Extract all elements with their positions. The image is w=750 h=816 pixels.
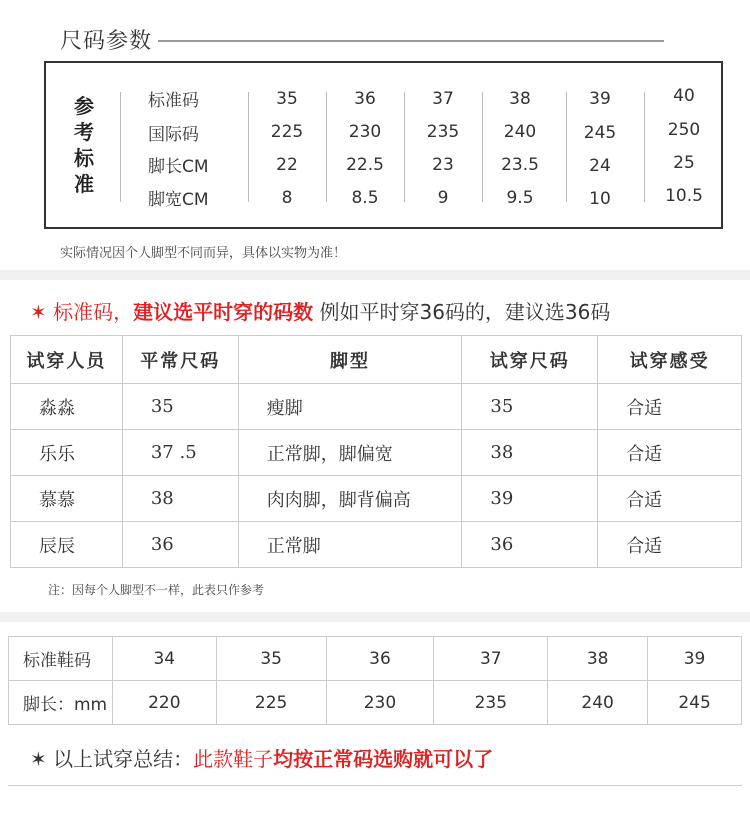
size-cell: 24 [589, 156, 611, 176]
row-label-foot-width: 脚宽CM [148, 190, 209, 210]
row-label-shoe-size: 标准鞋码 [9, 637, 113, 681]
size-cell: 8.5 [351, 188, 379, 208]
size-disclaimer: 实际情况因个人脚型不同而异，具体以实物为准！ [60, 246, 347, 261]
header-foot-type: 脚型 [238, 336, 462, 384]
recommendation-example: 例如平时穿36码的，建议选36码 [313, 300, 611, 324]
table-row: 辰辰 36 正常脚 36 合适 [11, 522, 742, 568]
summary-prefix: ✶ 以上试穿总结： [30, 747, 194, 771]
table-row: 淼淼 35 瘦脚 35 合适 [11, 384, 742, 430]
table-footnote: 注：因每个人脚型不一样，此表只作参考 [48, 583, 265, 597]
try-on-table [10, 335, 742, 568]
header-usual-size: 平常尺码 [122, 336, 238, 384]
fit-recommendation-heading [30, 296, 610, 325]
row-label-foot-length-mm: 脚长：mm [9, 681, 113, 725]
size-cell: 38 [509, 89, 531, 109]
size-cell: 240 [503, 122, 537, 142]
size-cell: 250 [667, 120, 701, 140]
size-cell: 22 [276, 155, 298, 175]
table-row: 标准鞋码 34 35 36 37 38 39 [9, 637, 742, 681]
header-fit-feeling: 试穿感受 [598, 336, 742, 384]
size-cell: 9.5 [506, 188, 534, 208]
table-header-row [11, 336, 742, 384]
size-cell: 230 [348, 122, 382, 142]
section-divider [0, 612, 750, 622]
size-cell: 10.5 [665, 186, 703, 206]
size-cell: 10 [589, 189, 611, 209]
row-label-intl-size: 国际码 [148, 125, 199, 145]
column-separator [482, 92, 483, 202]
size-cell: 35 [276, 89, 298, 109]
recommendation-emphasis: 建议选平时穿的码数 [133, 300, 314, 324]
size-cell: 23 [432, 155, 454, 175]
size-cell: 25 [673, 153, 695, 173]
standard-size-label: ✶ 标准码， [30, 300, 134, 324]
header-tester: 试穿人员 [11, 336, 123, 384]
column-separator [326, 92, 327, 202]
size-cell: 22.5 [346, 155, 384, 175]
size-cell: 39 [589, 89, 611, 109]
table-row: 脚长：mm 220 225 230 235 240 245 [9, 681, 742, 725]
reference-standard-label: 参 考 标 准 [74, 94, 94, 196]
size-params-title: 尺码参数 [60, 29, 153, 54]
size-cell: 245 [583, 123, 617, 143]
column-separator [644, 92, 645, 202]
section-divider [0, 270, 750, 280]
size-cell: 235 [426, 122, 460, 142]
table-row: 乐乐 37 .5 正常脚，脚偏宽 38 合适 [11, 430, 742, 476]
size-cell: 8 [281, 188, 293, 208]
header-tried-size: 试穿尺码 [462, 336, 598, 384]
column-separator [404, 92, 405, 202]
size-cell: 40 [673, 86, 695, 106]
column-separator [120, 92, 121, 202]
title-underline [158, 40, 664, 42]
summary-conclusion: 均按正常码选购就可以了 [273, 747, 494, 771]
shoe-size-length-table [8, 636, 742, 725]
column-separator [566, 92, 567, 202]
try-on-summary [30, 743, 493, 772]
row-label-foot-length: 脚长CM [148, 157, 209, 177]
size-cell: 36 [354, 89, 376, 109]
size-cell: 37 [432, 89, 454, 109]
size-cell: 225 [270, 122, 304, 142]
bottom-rule [8, 785, 742, 786]
size-cell: 9 [437, 188, 449, 208]
summary-product: 此款鞋子 [193, 747, 274, 771]
size-cell: 23.5 [501, 155, 539, 175]
column-separator [248, 92, 249, 202]
table-row: 慕慕 38 肉肉脚，脚背偏高 39 合适 [11, 476, 742, 522]
row-label-standard-size: 标准码 [148, 91, 199, 111]
